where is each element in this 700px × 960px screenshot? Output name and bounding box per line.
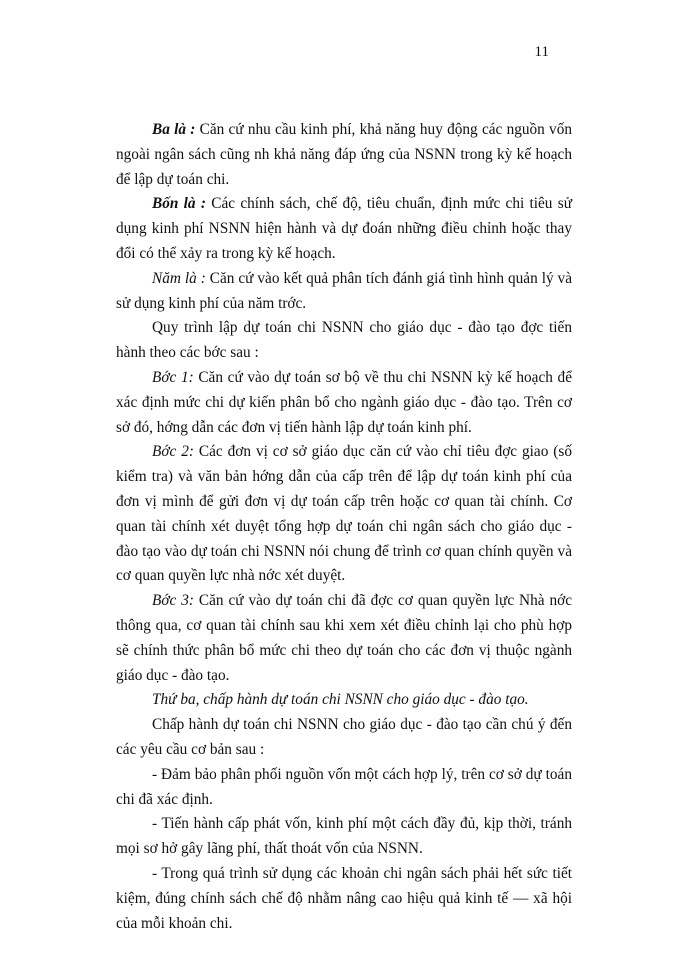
- paragraph-buoc-1: [116, 366, 572, 440]
- paragraph-text: Căn cứ nhu cầu kinh phí, khả năng huy động các nguồn vốn ngoài ngân sách cũng nh khả năng đáp ứng của NSNN trong kỳ kế hoạch để lập dự toán chi.: [116, 121, 573, 188]
- page-number: 11: [534, 44, 549, 60]
- paragraph-lead: Bớc 3:: [152, 592, 194, 610]
- execution-intro: Chấp hành dự toán chi NSNN cho giáo dục - đào tạo cần chú ý đến các yêu cầu cơ bản sau :: [116, 716, 572, 758]
- requirement-item: - Trong quá trình sử dụng các khoản chi ngân sách phải hết sức tiết kiệm, đúng chính sách chế độ nhằm nâng cao hiệu quả kinh tế — xã hội của mỗi khoản chi.: [116, 864, 572, 932]
- paragraph-lead: Năm là :: [152, 269, 206, 287]
- paragraph-lead: Bớc 2:: [152, 443, 194, 461]
- paragraph-text: Quy trình lập dự toán chi NSNN cho giáo dục - đào tạo đợc tiến hành theo các bớc sau :: [116, 319, 572, 362]
- paragraph-lead: Bớc 1:: [152, 368, 194, 386]
- paragraph-ba-la: [116, 118, 572, 192]
- paragraph-buoc-3: [116, 589, 572, 688]
- paragraph-nam-la: [116, 267, 572, 317]
- paragraph-bon-la: [116, 192, 572, 266]
- paragraph-text: Các chính sách, chế độ, tiêu chuẩn, định mức chi tiêu sử dụng kinh phí NSNN hiện hành và dự đoán những điều chỉnh hoặc thay đổi có thể xảy ra trong kỳ kế hoạch.: [116, 195, 572, 262]
- paragraph-text: Căn cứ vào kết quả phân tích đánh giá tình hình quản lý và sử dụng kinh phí của năm trớc.: [116, 269, 572, 312]
- paragraph-quy-trinh: [116, 316, 572, 366]
- requirement-item: - Đảm bảo phân phối nguồn vốn một cách hợp lý, trên cơ sở dự toán chi đã xác định.: [116, 765, 572, 808]
- requirement-item: - Tiến hành cấp phát vốn, kinh phí một cách đầy đủ, kịp thời, tránh mọi sơ hở gây lãng phí, thất thoát vốn của NSNN.: [116, 815, 572, 858]
- paragraph-lead: Bốn là :: [152, 195, 206, 213]
- paragraph-buoc-2: [116, 440, 572, 589]
- paragraph-text: Căn cứ vào dự toán sơ bộ về thu chi NSNN kỳ kế hoạch để xác định mức chi dự kiến phân bổ cho ngành giáo dục - đào tạo. Trên cơ sở đó, hớng dẫn các đơn vị tiến hành lập dự toán kinh phí.: [116, 368, 572, 436]
- paragraph-text: Căn cứ vào dự toán chi đã đợc cơ quan quyền lực Nhà nớc thông qua, cơ quan tài chính sau khi xem xét điều chỉnh lại cho phù hợp sẽ chính thức phân bổ mức chi theo dự toán cho các đơn vị thuộc ngành giáo dục - đào tạo.: [116, 592, 572, 684]
- paragraph-lead: Ba là :: [152, 121, 196, 138]
- section-heading: Thứ ba, chấp hành dự toán chi NSNN cho giáo dục - đào tạo.: [152, 691, 529, 709]
- document-body: [116, 118, 572, 936]
- paragraph-text: Các đơn vị cơ sở giáo dục căn cứ vào chỉ tiêu đợc giao (số kiểm tra) và văn bản hớng dẫn của cấp trên để lập dự toán kinh phí của đơn vị mình để gửi đơn vị dự toán cấp trên hoặc cơ quan tài chính. Cơ quan tài chính xét duyệt tổng hợp dự toán chi ngân sách cho giáo dục - đào tạo vào dự toán chi NSNN nói chung để trình cơ quan chính quyền và cơ quan quyền lực nhà nớc xét duyệt.: [116, 443, 572, 585]
